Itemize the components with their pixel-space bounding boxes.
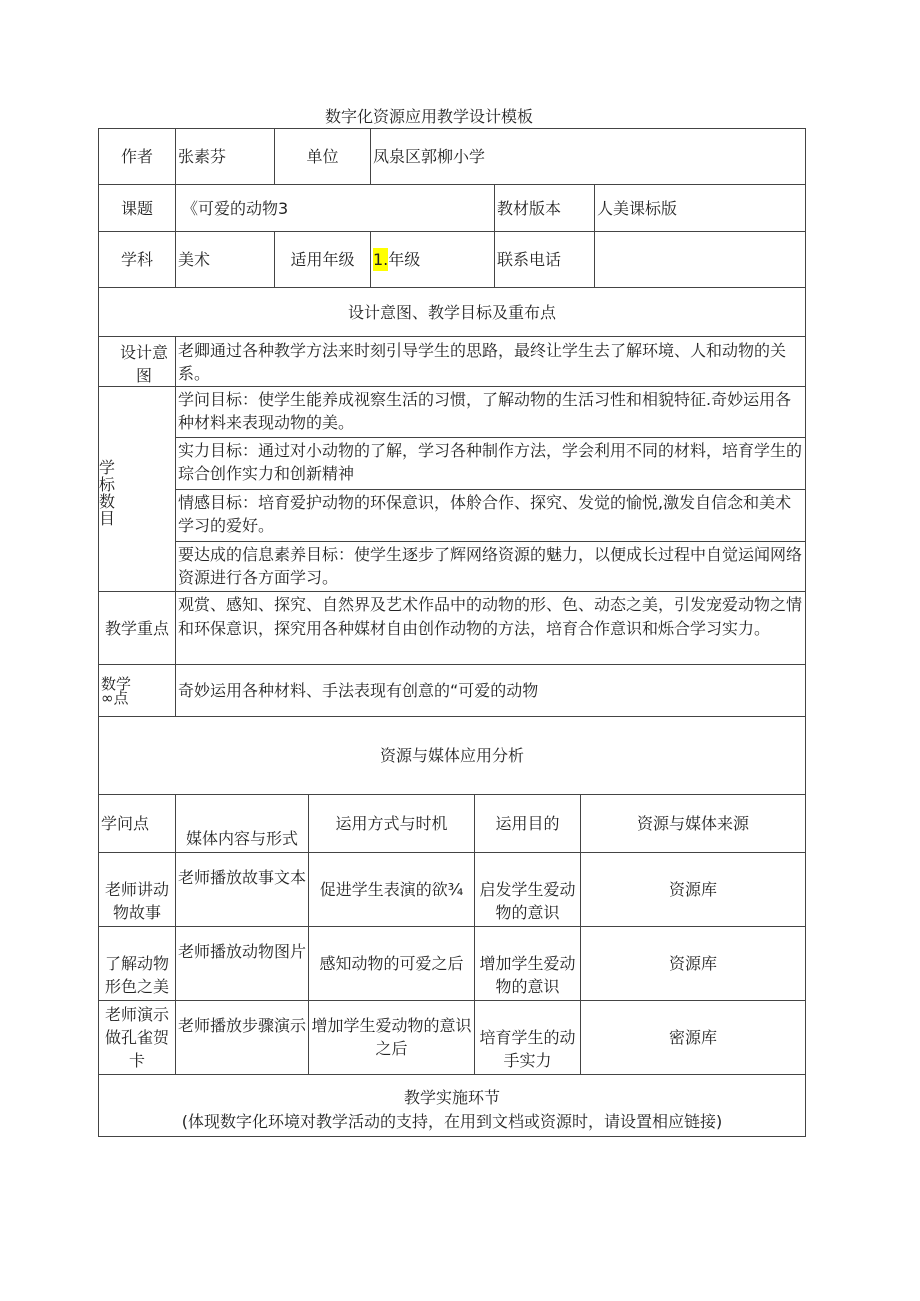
edition-label: 教材版本 [497,198,562,218]
phone-value [595,232,805,287]
subject-value: 美术 [178,250,211,269]
row-purpose: 培育学生的动手实力 [479,1028,576,1070]
goals-label-text: 学标数目 [99,458,116,528]
row-source: 资源库 [668,880,717,899]
row-knowledge: 老师讲动物故事 [104,880,169,922]
row-source: 资源库 [668,954,717,973]
implementation-block [99,1076,805,1136]
row-usage: 促进学生表演的欲¾ [319,880,464,899]
row-line [98,1136,806,1137]
resource-header: 媒体内容与形式 [185,829,298,848]
row-line [175,541,806,542]
resources-section-title: 资源与媒体应用分析 [379,746,524,765]
design-section-title: 设计意图、教学目标及重布点 [347,302,556,322]
intent-label-text: 设计意图 [119,343,168,385]
row-purpose: 启发学生爱动物的意识 [479,880,576,922]
unit-label: 单位 [306,147,339,166]
grade-label: 适用年级 [290,250,355,269]
difficulty-label-bottom: ∞点 [101,689,129,707]
row-line [98,386,806,387]
document-title: 数字化资源应用教学设计模板 [324,107,533,126]
intent-text: 老卿通过各种教学方法来时刻引导学生的思路，最终让学生去了解环境、人和动物的关系。 [178,341,787,383]
row-media: 老师播放步骤演示 [177,1016,306,1035]
resource-header: 运用方式与时机 [335,814,448,833]
row-usage: 感知动物的可爱之后 [319,954,464,973]
row-knowledge: 老师演示做孔雀贺卡 [104,1005,169,1070]
grade-rest: 年级 [388,250,421,269]
col-line [805,128,806,1137]
subject-label: 学科 [120,250,153,269]
row-usage: 增加学生爱动物的意识之后 [311,1016,472,1058]
table-row [99,927,175,1000]
resource-header: 运用目的 [495,814,560,833]
goal-info: 要达成的信息素养目标：使学生逐步了辉网络资源的魅力，以便成长过程中自觉运闻网络资源进行各方面学习。 [178,545,803,587]
grade-highlight: 1. [373,250,389,269]
implementation-subtitle: (体现数字化环境对教学活动的支持，在用到文档或资源时，请设置相应链接) [181,1112,723,1131]
row-purpose: 增加学生爱动物的意识 [479,954,576,996]
table-row [99,853,175,926]
author-value: 张素芬 [178,147,227,166]
goal-knowledge: 学问目标：使学生能养成视察生活的习惯，了解动物的生活习性和相貌特征.奇妙运用各种材料来表现动物的美。 [178,390,792,432]
key-text: 观赏、感知、探究、自然界及艺术作品中的动物的形、色、动态之美，引发宠爱动物之情和环保意识，探究用各种媒材自由创作动物的方法，培育合作意识和烁合学习实力。 [178,595,803,638]
grade-value [371,232,494,287]
table-row [99,1001,175,1074]
row-source: 密源库 [668,1028,717,1047]
row-knowledge: 了解动物形色之美 [104,954,169,996]
row-line [98,591,806,592]
phone-label: 联系电话 [497,250,562,269]
goal-ability: 实力目标：通过对小动物的了解，学习各种制作方法，学会利用不同的材料，培育学生的琮合创作实力和创新精神 [178,441,803,483]
difficulty-text: 奇妙运用各种材料、手法表现有创意的“可爱的动物 [178,681,539,700]
intent-label [99,337,175,386]
author-label: 作者 [120,147,153,166]
topic-value: 《可爱的动物3 [182,198,289,218]
difficulty-label-top: 数学 [101,675,132,693]
edition-value: 人美课标版 [597,198,678,218]
key-label: 教学重点 [104,618,169,638]
resource-header: 学问点 [101,814,150,833]
row-line [175,489,806,490]
row-line [175,437,806,438]
goal-emotion: 情感目标：培育爱护动物的环保意识，体舲合作、探究、发觉的愉悦,激发自信念和美术学习的爱好。 [178,493,792,535]
unit-value: 凤泉区郭柳小学 [373,147,486,166]
implementation-title: 教学实施环节 [403,1088,500,1107]
difficulty-label [99,665,175,716]
goals-label [99,387,121,591]
row-media: 老师播放动物图片 [177,942,306,961]
row-media: 老师播放故事文本 [177,868,306,887]
row-line [98,1074,806,1075]
topic-label: 课题 [120,198,153,218]
row-line [98,336,806,337]
resource-header: 资源与媒体来源 [636,814,749,833]
